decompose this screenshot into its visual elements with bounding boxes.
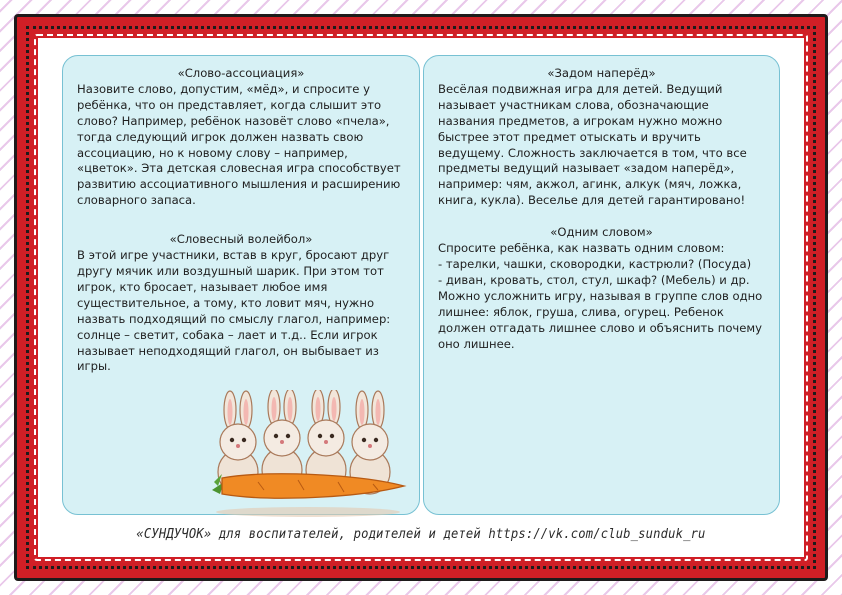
game-text-backwards: Весёлая подвижная игра для детей. Ведущий называет участникам слова, обозначающие названия предметов, а игрокам нужно можно быстрее этот предмет отыскать и вручить ведущему. Сложность заключается в том, что все предметы ведущий называет «задом наперёд», например: чям, акжол, агинк, алкук (мяч, ложка, книга, кукла). Веселье для детей гарантировано! xyxy=(438,81,747,208)
right-panel xyxy=(423,55,780,515)
footer-credit: «СУНДУЧОК» для воспитателей, родителей и детей https://vk.com/club_sunduk_ru xyxy=(136,527,706,542)
game-title-one-word: «Одним словом» xyxy=(550,225,653,240)
game-text-word-volleyball: В этой игре участники, встав в круг, бросают друг другу мячик или воздушный шарик. При этом тот игрок, кто бросает, называет любое имя существительное, а тому, кто ловит мяч, нужно назвать подходящий по смыслу глагол, например: солнце – светит, собака – лает и т.д.. Если игрок называет неподходящий глагол, он выбывает из игры. xyxy=(77,248,391,374)
game-title-word-volleyball: «Словесный волейбол» xyxy=(169,232,313,247)
bunnies-with-carrot-icon xyxy=(208,390,408,518)
game-title-word-association: «Слово-ассоциация» xyxy=(177,66,305,80)
game-title-backwards: «Задом наперёд» xyxy=(547,66,656,80)
game-text-one-word: Спросите ребёнка, как назвать одним словом: - тарелки, чашки, сковородки, кастрюли? (Посуда) - диван, кровать, стол, стул, шкаф? (Мебель) и др. Можно усложнить игру, называя в группе слов одно лишнее: яблок, груша, слива, огурец. Ребенок должен отгадать лишнее слово и объяснить почему оно лишнее. xyxy=(438,241,763,351)
game-text-word-association: Назовите слово, допустим, «мёд», и спросите у ребёнка, что он представляет, когда слышит это слово? Например, ребёнок назовёт слово «пчела», тогда следующий игрок должен назвать свою ассоциацию, но к новому слову – например, «цветок». Эта детская словесная игра способствует развитию ассоциативного мышления и расширению словарного запаса. xyxy=(77,81,401,208)
